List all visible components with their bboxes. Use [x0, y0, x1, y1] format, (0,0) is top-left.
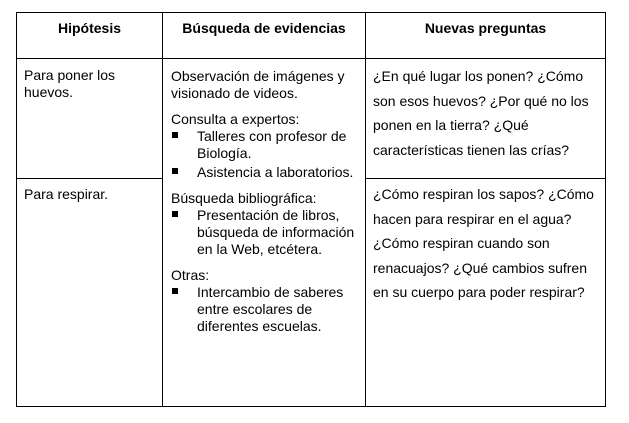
evidence-group-title: Búsqueda bibliográfica:	[171, 190, 317, 206]
table-border-bottom	[16, 406, 606, 407]
evidence-group-list	[171, 284, 363, 335]
list-item	[171, 207, 363, 258]
bullet-icon	[172, 132, 178, 138]
evidence-cell	[171, 68, 363, 344]
column-divider-2	[365, 12, 366, 407]
list-item-text: Talleres con profesor de Biología.	[197, 128, 347, 161]
header-divider	[16, 58, 606, 59]
hypothesis-cell-2	[24, 186, 156, 203]
header-hypothesis: Hipótesis	[57, 20, 121, 36]
questions-cell-2	[373, 182, 601, 305]
list-item-text: Asistencia a laboratorios.	[197, 164, 354, 180]
evidence-group-list	[171, 207, 363, 258]
list-item-text: Presentación de libros, búsqueda de información en la Web, etcétera.	[197, 207, 355, 257]
list-item-text: Intercambio de saberes entre escolares de diferentes escuelas.	[197, 284, 344, 334]
hypothesis-cell-1	[24, 67, 156, 101]
evidence-group-title: Consulta a expertos:	[171, 111, 300, 127]
evidence-intro: Observación de imágenes y visionado de videos.	[171, 68, 345, 101]
table-border-left	[16, 12, 17, 407]
table-border-top	[16, 12, 606, 13]
list-item	[171, 284, 363, 335]
hypothesis-text: Para respirar.	[24, 186, 109, 202]
bullet-icon	[172, 288, 178, 294]
row-divider-hypothesis	[16, 178, 163, 179]
evidence-group-list	[171, 128, 363, 181]
header-new-questions: Nuevas preguntas	[424, 20, 547, 36]
questions-cell-1	[373, 64, 601, 162]
column-divider-1	[162, 12, 163, 407]
table-border-right	[605, 12, 606, 407]
questions-text: ¿Cómo respiran los sapos? ¿Cómo hacen para respirar en el agua? ¿Cómo respiran cuando son renacuajos? ¿Qué cambios sufren en su cuerpo para poder respirar?	[373, 186, 594, 300]
bullet-icon	[172, 168, 178, 174]
evidence-group-title: Otras:	[171, 267, 210, 283]
bullet-icon	[172, 211, 178, 217]
questions-text: ¿En qué lugar los ponen? ¿Cómo son esos huevos? ¿Por qué no los ponen en la tierra? ¿Qué características tienen las crías?	[373, 68, 589, 158]
hypothesis-text: Para poner los huevos.	[24, 67, 116, 100]
header-evidence-search: Búsqueda de evidencias	[182, 20, 346, 36]
row-divider-questions	[365, 178, 606, 179]
list-item	[171, 164, 363, 181]
list-item	[171, 128, 363, 162]
